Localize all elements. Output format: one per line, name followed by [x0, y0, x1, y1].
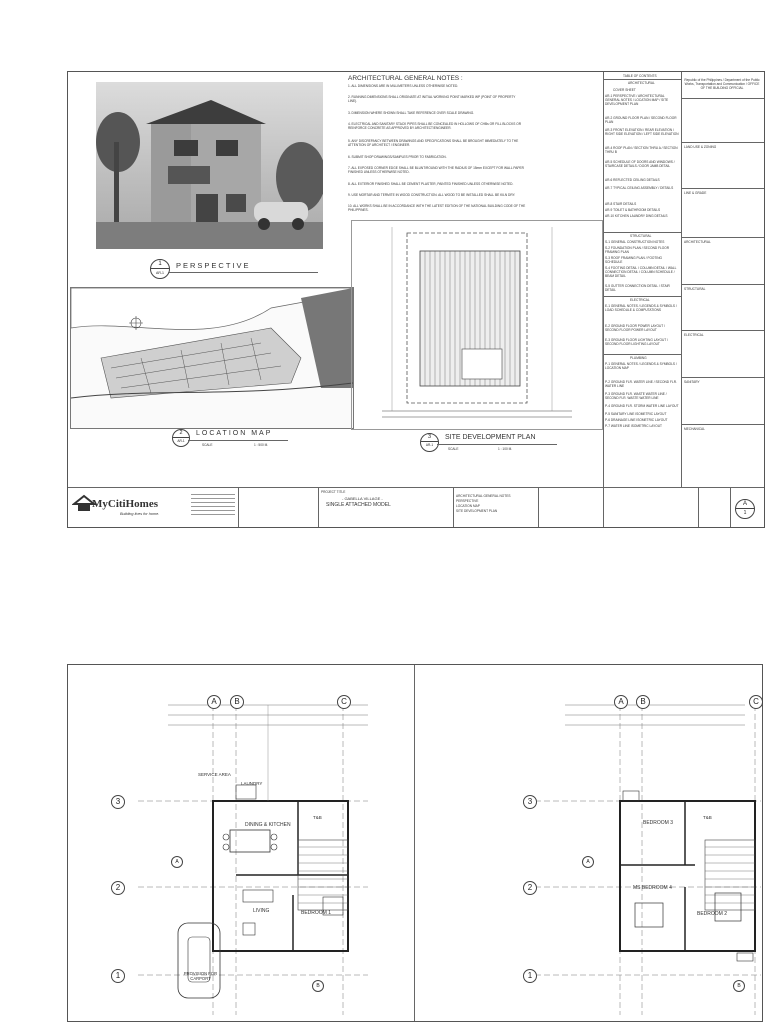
toc-title: TABLE OF CONTENTS: [623, 74, 657, 78]
toc-item: E-2 GROUND FLOOR POWER LAYOUT / SECOND FLOOR POWER LAYOUT: [605, 324, 665, 332]
site-development-plan: [351, 220, 603, 430]
general-note: 2. RUNNING DIMENSIONS SHALL ORIGINATE AT INITIAL WORKING POINT MARKED WP (POINT OF PROPERTY LINE).: [348, 95, 516, 103]
toc-item: AR-7 TYPICAL CEILING ASSEMBLY / DETAILS: [605, 186, 674, 190]
toc-item: AR-4 ROOF PLAN / SECTION THRU A / SECTION THRU B: [605, 146, 678, 154]
drawing-sheet-floor-plans: [67, 664, 763, 1022]
room-label-laundry: LAUNDRY: [241, 781, 263, 786]
grid-bubble-1: 1: [111, 969, 125, 983]
perspective-tag-ref: AR-1: [156, 271, 164, 275]
room-label-living: LIVING: [253, 908, 270, 914]
toc-section-structural: STRUCTURAL: [630, 234, 652, 238]
toc-item: P-1 GENERAL NOTES / LEGENDS & SYMBOLS / LOCATION MAP: [605, 362, 677, 370]
toc-item: P-4 GROUND FLR. STORM WATER LINE LAYOUT: [605, 404, 679, 408]
toc-electrical-list: [605, 304, 681, 352]
location-tag-ref: AR-1: [177, 439, 185, 443]
section-marker-b: B: [312, 980, 324, 992]
toc-item: S-4 FOOTING DETAIL / COLUMN DETAIL / WALL CONNECTION DETAIL / COLUMN SCHEDULE / BEAM DETAIL: [605, 266, 677, 278]
site-scale-label: SCALE: [448, 447, 459, 451]
toc-item: S-1 GENERAL CONSTRUCTION NOTES: [605, 240, 665, 244]
toc-item: AR-1 PERSPECTIVE / ARCHITECTURAL GENERAL NOTES / LOCATION MAP / SITE DEVELOPMENT PLAN: [605, 94, 669, 106]
toc-item: P-2 GROUND FLR. WATER LINE / SECOND FLR. WATER LINE: [605, 380, 677, 388]
project-title: SINGLE ATTACHED MODEL: [326, 502, 391, 508]
approval-label: SANITARY: [684, 380, 700, 384]
toc-item: P-3 GROUND FLR. WASTE WATER LINE / SECOND FLR. WASTE WATER LINE: [605, 392, 667, 400]
sheet-number-bubble: [735, 499, 755, 519]
grid-bubble-3: 3: [111, 795, 125, 809]
approval-label: MECHANICAL: [684, 427, 705, 431]
drawing-sheet-ar1: [67, 71, 765, 528]
sheet-content-item: LOCATION MAP: [456, 504, 480, 508]
toc-section-electrical: ELECTRICAL: [630, 298, 650, 302]
room-label-bedroom-1: BEDROOM 1: [301, 910, 332, 916]
general-note: 3. DIMENSION WHERE SHOWN SHALL TAKE REFERENCE OVER SCALE DRAWING.: [348, 111, 475, 115]
approval-label: ARCHITECTURAL: [684, 240, 711, 244]
room-label-carport: PROVISION FOR CARPORT: [183, 971, 218, 981]
approval-label: ELECTRICAL: [684, 333, 704, 337]
room-label-bedroom-2: BEDROOM 2: [697, 911, 728, 917]
grid-bubble-a: A: [614, 695, 628, 709]
ground-floor-plan: [68, 665, 414, 1021]
logo-tagline: Building lives for home.: [120, 512, 160, 516]
sheet-content-item: SITE DEVELOPMENT PLAN: [456, 509, 498, 513]
room-label-service-area: SERVICE AREA: [198, 772, 231, 777]
toc-item: E-3 GROUND FLOOR LIGHTING LAYOUT / SECOND FLOOR LIGHTING LAYOUT: [605, 338, 668, 346]
perspective-tag-bubble: [150, 259, 170, 279]
grid-bubble-c: C: [337, 695, 351, 709]
toc-item: S-5 GUTTER CONNECTION DETAIL / STAIR DETAIL: [605, 284, 670, 292]
general-notes-title: ARCHITECTURAL GENERAL NOTES :: [348, 75, 463, 82]
sheet-content-item: ARCHITECTURAL GENERAL NOTES: [456, 494, 511, 498]
toc-item: P-7 WATER LINE ISOMETRIC LAYOUT: [605, 424, 662, 428]
second-floor-plan: [415, 665, 762, 1021]
location-map-title: LOCATION MAP: [196, 430, 273, 437]
toc-item: P-6 DRAINAGE LINE ISOMETRIC LAYOUT: [605, 418, 668, 422]
site-plan-tag-number: 3: [421, 434, 438, 442]
general-note: 5. ANY DISCREPANCY BETWEEN DRAWINGS AND SPECIFICATIONS SHALL BE BROUGHT IMMEDIATELY TO THE ATTENTION OF ARCHITECT / ENGINEER.: [348, 139, 519, 147]
sheet-content-item: PERSPECTIVE: [456, 499, 479, 503]
toc-architectural-list: [605, 88, 681, 228]
general-note: 1. ALL DIMENSIONS ARE IN MILLIMETERS UNLESS OTHERWISE NOTED.: [348, 84, 459, 88]
grid-bubble-b: B: [636, 695, 650, 709]
general-note: 7. ALL EXPOSED CORNER EDGE SHALL BE BLUNT/ROUND WITH THE RADIUS OF 15mm EXCEPT FOR WALL PAPER FINISHED UNLESS OTHERWISE NOTED.: [348, 166, 524, 174]
toc-item: P-5 SANITARY LINE ISOMETRIC LAYOUT: [605, 412, 667, 416]
grid-bubble-c: C: [749, 695, 763, 709]
location-tag-bubble: [172, 429, 190, 447]
toc-section-architectural: ARCHITECTURAL: [628, 81, 655, 85]
room-label-tb: T&B: [313, 815, 322, 820]
approval-label: LINE & GRADE: [684, 191, 707, 195]
logo-brand: MyCitiHomes: [92, 498, 158, 510]
location-map: [70, 287, 354, 429]
toc-plumbing-list: [605, 362, 681, 484]
toc-item: AR-5 SCHEDULE OF DOORS AND WINDOWS / STAIRCASE DETAILS / DOOR JAMB DETAIL: [605, 160, 675, 168]
toc-item: S-3 ROOF FRAMING PLAN / FOOTING SCHEDULE: [605, 256, 663, 264]
grid-bubble-b: B: [230, 695, 244, 709]
second-floor-drawing: [415, 665, 762, 1021]
room-label-dining-kitchen: DINING & KITCHEN: [245, 822, 291, 828]
site-scale-value: 1 : 100 M.: [498, 447, 513, 451]
grid-bubble-a: A: [207, 695, 221, 709]
perspective-rendering: [96, 82, 323, 249]
ground-floor-drawing: [68, 665, 414, 1021]
grid-bubble-1: 1: [523, 969, 537, 983]
toc-item: AR-2 GROUND FLOOR PLAN / SECOND FLOOR PLAN: [605, 116, 677, 124]
room-label-tb: T&B: [703, 815, 712, 820]
perspective-title: PERSPECTIVE: [176, 261, 251, 270]
location-scale-label: SCALE: [202, 443, 213, 447]
toc-item: S-2 FOUNDATION PLAN / SECOND FLOOR FRAMING PLAN: [605, 246, 670, 254]
sheet-number: 1: [743, 510, 747, 516]
toc-item: AR-9 TOILET & BATHROOM DETAILS: [605, 208, 661, 212]
section-marker-b: B: [733, 980, 745, 992]
grid-bubble-2: 2: [523, 881, 537, 895]
site-plan-tag-ref: AR-1: [425, 443, 434, 447]
general-note: 10. ALL WORKS SHALL BE IN ACCORDANCE WITH THE LATEST EDITION OF THE NATIONAL BUILDING CODE OF THE PHILIPPINES.: [348, 204, 526, 212]
toc-item: AR-3 FRONT ELEVATION / REAR ELEVATION / RIGHT SIDE ELEVATION / LEFT SIDE ELEVATION: [605, 128, 679, 136]
company-logo: [72, 490, 187, 524]
approval-notes: [191, 491, 235, 521]
general-note: 4. ELECTRICAL AND SANITARY STACK PIPES SHALL BE CONCEALED IN HOLLOWS OF CHBs OR FILL BLOCKS OR REINFORCE CONCRETE AS APPROVED BY ARCHITECT/ENGINEER.: [348, 122, 521, 130]
approval-header: Republic of the Philippines / Department of the Public Works, Transportation and Communication / OFFICE OF THE BUILDING OFFICIAL: [684, 78, 760, 90]
room-label-ms-bedroom-4: MS BEDROOM 4: [633, 885, 672, 891]
toc-item: AR-10 KITCHEN LAUNDRY DWG DETAILS: [605, 214, 668, 218]
location-tag-number: 2: [173, 430, 189, 438]
sheet-letter: A: [736, 500, 754, 509]
toc-item: AR-6 REFLECTED CEILING DETAILS: [605, 178, 660, 182]
grid-bubble-2: 2: [111, 881, 125, 895]
toc-item: AR-8 STAIR DETAILS: [605, 202, 637, 206]
location-scale-value: 1 : 500 M.: [254, 443, 269, 447]
toc-item: COVER SHEET: [613, 88, 636, 92]
toc-structural-list: [605, 240, 681, 295]
general-note: 9. USE MORTAR AND TERMITE IN WOOD CONSTRUCTION. ALL WOOD TO BE INSTALLED SHALL BE KILN DRY.: [348, 193, 516, 197]
site-plan-title: SITE DEVELOPMENT PLAN: [445, 434, 536, 441]
approval-label: LAND USE & ZONING: [684, 145, 717, 149]
general-note: 6. SUBMIT SHOP DRAWINGS/SAMPLES PRIOR TO FABRICATION.: [348, 155, 447, 159]
room-label-bedroom-3: BEDROOM 3: [643, 820, 674, 826]
general-note: 8. ALL EXTERIOR FINISHED SHALL BE CEMENT PLASTER, PAINTED FINISHED UNLESS OTHERWISE NOTED.: [348, 182, 514, 186]
toc-section-plumbing: PLUMBING: [630, 356, 647, 360]
section-marker-a: A: [171, 856, 183, 868]
project-village: - GABELLA VILLAGE -: [342, 496, 383, 501]
section-marker-a: A: [582, 856, 594, 868]
grid-bubble-3: 3: [523, 795, 537, 809]
approval-label: STRUCTURAL: [684, 287, 706, 291]
perspective-tag-number: 1: [151, 260, 169, 269]
site-plan-tag-bubble: [420, 433, 439, 452]
toc-item: E-1 GENERAL NOTES / LEGENDS & SYMBOLS / LOAD SCHEDULE & COMPUTATIONS: [605, 304, 677, 312]
project-title-label: PROJECT TITLE: [321, 490, 346, 494]
